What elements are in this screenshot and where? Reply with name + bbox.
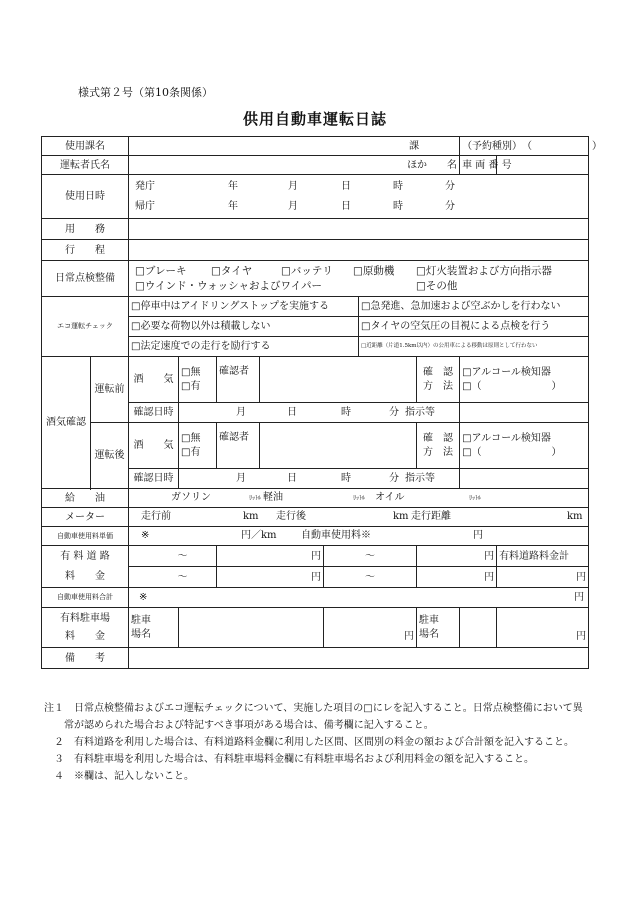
toll-tilde-3: 〜: [177, 571, 188, 583]
unit-price-field[interactable]: [129, 527, 589, 546]
toll-section-1[interactable]: [129, 546, 217, 567]
date-used-row: [42, 175, 589, 219]
houhou-label-after: 方 法: [423, 446, 454, 458]
instructions-label-before: 指示等: [405, 406, 435, 418]
gasoline-label: ガソリン: [171, 492, 211, 503]
purpose-label: 用 務: [42, 219, 129, 240]
note-2: ２ 有料道路を利用した場合は、有料道路料金欄に利用した区間、区間別の料金の額および合計額を記入すること。: [54, 737, 574, 748]
toll-fee-4[interactable]: [417, 567, 497, 588]
alcohol-label-after: 酒 気: [129, 423, 179, 469]
depart-day: 日: [341, 180, 351, 192]
lot-name-label-1: [129, 608, 179, 648]
toll-section-2[interactable]: [324, 546, 417, 567]
detector-checkbox-before[interactable]: □アルコール検知器: [462, 366, 551, 378]
fee-total-row: [42, 588, 589, 608]
lot-fee-field-1[interactable]: [324, 608, 417, 648]
remarks-row: [42, 648, 589, 669]
distance-label: 走行距離: [411, 511, 451, 522]
parking-row: [42, 608, 589, 648]
notes: [44, 700, 592, 785]
toll-label-2: 料 金: [65, 570, 105, 582]
toll-section-4[interactable]: [324, 567, 417, 588]
battery-checkbox[interactable]: □バッテリ: [281, 264, 333, 277]
daily-check-label: 日常点検整備: [42, 261, 129, 297]
toll-yen-1: 円: [311, 550, 321, 562]
before-driving-label: 運転前: [91, 357, 129, 423]
note-4: ４ ※欄は、記入しないこと。: [54, 771, 194, 782]
driver-row: [42, 156, 589, 175]
before-km-label: 走行前: [141, 511, 171, 522]
unit-price-label: 自動車使用料単価: [42, 527, 129, 546]
after-day: 日: [287, 472, 297, 484]
alcohol-none-present-before[interactable]: [179, 357, 217, 403]
depart-month: 月: [288, 180, 298, 192]
before-hour: 時: [341, 406, 351, 418]
after-km-label: 走行後: [276, 511, 306, 522]
lot-name-field-1[interactable]: [179, 608, 324, 648]
daily-check-field: [129, 261, 589, 297]
sudden-checkbox[interactable]: □急発進、急加速および空ぶかしを行わない: [359, 297, 589, 317]
toll-total-yen: 円: [576, 571, 587, 583]
lot-label-1b: 場名: [131, 628, 151, 640]
fuel-label: 給 油: [42, 489, 129, 508]
before-minute: 分: [389, 406, 399, 418]
cargo-checkbox[interactable]: □必要な荷物以外は積載しない: [129, 317, 359, 337]
alcohol-after-row: [42, 423, 589, 469]
alcohol-before-row: [42, 357, 589, 403]
detector-checkbox-after[interactable]: □アルコール検知器: [462, 432, 551, 444]
alcohol-label-before: 酒 気: [129, 357, 179, 403]
toll-fee-3[interactable]: [217, 567, 324, 588]
fee-total-yen: 円: [574, 591, 585, 603]
meter-row: [42, 508, 589, 527]
kakunin-label-after: 確 認: [423, 432, 454, 444]
driver-field[interactable]: [129, 156, 460, 175]
after-month: 月: [236, 472, 246, 484]
lights-checkbox[interactable]: □灯火装置および方向指示器: [416, 264, 552, 277]
reservation-field[interactable]: [460, 137, 603, 156]
meter-label: メーター: [42, 508, 129, 527]
ka-label: 課: [409, 140, 420, 152]
toll-total-label: 有料道路料金計: [497, 546, 589, 567]
after-driving-label: 運転後: [91, 423, 129, 489]
confirm-datetime-label-after: 確認日時: [129, 469, 179, 489]
return-month: 月: [288, 200, 298, 212]
date-used-field[interactable]: [129, 175, 589, 219]
toll-label-1: 有 料 道 路: [60, 550, 110, 562]
daily-check-row: [42, 261, 589, 297]
return-hour: 時: [393, 200, 403, 212]
usage-fee-yen: 円: [473, 530, 483, 541]
after-hour: 時: [341, 472, 351, 484]
fee-total-label: 自動車使用料合計: [42, 588, 129, 608]
confirmer-label-before: 確認者: [217, 357, 260, 403]
route-field[interactable]: [129, 240, 589, 261]
confirmer-field-after[interactable]: [260, 423, 417, 469]
unit-price-asterisk: ※: [141, 530, 150, 541]
yen-per-km: 円／km: [241, 530, 277, 541]
route-row: [42, 240, 589, 261]
lot-label-2a: 駐車: [419, 614, 439, 626]
driving-log-table: [41, 136, 603, 669]
brake-checkbox[interactable]: □ブレーキ: [135, 264, 187, 277]
oil-label: オイル: [375, 492, 405, 503]
none-checkbox-before[interactable]: □無: [181, 366, 201, 378]
usage-fee-label: 自動車使用料※: [301, 530, 371, 541]
return-day: 日: [341, 200, 351, 212]
tire-checkbox[interactable]: □タイヤ: [211, 264, 253, 277]
others-label: ほか 名: [407, 159, 458, 171]
public-transit-checkbox[interactable]: □近距離（片道1.5km以内）の公用車による移動は原則として行わない: [359, 337, 589, 357]
lot-name-field-2[interactable]: [460, 608, 497, 648]
fuel-row: [42, 489, 589, 508]
parking-label-2: 料 金: [65, 630, 105, 642]
engine-checkbox[interactable]: □原動機: [353, 264, 395, 277]
instructions-field-before[interactable]: [460, 403, 589, 423]
lot-fee-field-2[interactable]: [497, 608, 589, 648]
return-label: 帰庁: [135, 200, 155, 212]
lot-yen-1: 円: [404, 631, 414, 642]
depart-year: 年: [228, 180, 238, 192]
diesel-label: 軽油: [263, 492, 283, 503]
other-method-checkbox-before[interactable]: □（ ）: [462, 380, 562, 392]
other-checkbox[interactable]: □その他: [416, 279, 458, 292]
before-km-unit: km: [243, 511, 259, 522]
kakunin-label-before: 確 認: [423, 366, 454, 378]
alcohol-none-present-after[interactable]: [179, 423, 217, 469]
distance-km-unit: km: [567, 511, 583, 522]
eco-row-1: [42, 297, 589, 317]
return-year: 年: [228, 200, 238, 212]
method-label-before: [417, 357, 460, 403]
method-field-before[interactable]: [460, 357, 589, 403]
parking-label-1: 有料駐車場: [60, 612, 110, 624]
toll-tilde-2: 〜: [365, 550, 375, 562]
oil-liter: ﾘｯﾄﾙ: [469, 495, 482, 502]
toll-label: [42, 546, 129, 588]
method-label-after: [417, 423, 460, 469]
date-used-label: 使用日時: [42, 175, 129, 219]
confirmer-label-after: 確認者: [217, 423, 260, 469]
note-1: 注１ 日常点検整備およびエコ運転チェックについて、実施した項目の□にレを記入すること。日常点検整備において異常が認められた場合および特記すべき事項がある場合は、備考欄に記入すること。: [44, 703, 583, 731]
confirm-datetime-label-before: 確認日時: [129, 403, 179, 423]
parking-label: [42, 608, 129, 648]
washer-checkbox[interactable]: □ウインド・ウォッシャおよびワイパー: [135, 279, 322, 292]
before-month: 月: [236, 406, 246, 418]
fuel-field[interactable]: [129, 489, 589, 508]
method-field-after[interactable]: [460, 423, 589, 469]
idling-checkbox[interactable]: □停車中はアイドリングストップを実施する: [129, 297, 359, 317]
page-title: 供用自動車運転日誌: [242, 110, 387, 128]
form-number: 様式第２号（第10条関係）: [78, 86, 213, 99]
tire-pressure-checkbox[interactable]: □タイヤの空気圧の目視による点検を行う: [359, 317, 589, 337]
depart-label: 発庁: [135, 180, 155, 192]
department-label: 使用課名: [42, 137, 129, 156]
toll-yen-4: 円: [484, 571, 495, 583]
speed-checkbox[interactable]: □法定速度での走行を励行する: [129, 337, 359, 357]
present-checkbox-after[interactable]: □有: [181, 446, 201, 458]
department-field[interactable]: [129, 137, 460, 156]
before-day: 日: [287, 406, 297, 418]
confirm-datetime-field-after[interactable]: [179, 469, 460, 489]
after-minute: 分: [389, 472, 399, 484]
after-km-unit: km: [393, 511, 409, 522]
remarks-field[interactable]: [129, 648, 589, 669]
return-minute: 分: [445, 200, 455, 212]
lot-label-1a: 駐車: [131, 614, 151, 626]
reservation-label: （予約種別） （ ）: [462, 140, 603, 152]
toll-tilde-1: 〜: [177, 550, 188, 562]
eco-check-label: エコ運転チェック: [42, 297, 129, 357]
lot-name-label-2: [417, 608, 460, 648]
present-checkbox-before[interactable]: □有: [181, 380, 201, 392]
depart-hour: 時: [393, 180, 403, 192]
diesel-liter: ﾘｯﾄﾙ: [353, 495, 366, 502]
department-row: [42, 137, 589, 156]
toll-fee-2[interactable]: [417, 546, 497, 567]
unit-price-row: [42, 527, 589, 546]
instructions-field-after[interactable]: [460, 469, 589, 489]
toll-yen-3: 円: [311, 571, 321, 583]
confirmer-field-before[interactable]: [260, 357, 417, 403]
lot-yen-2: 円: [576, 631, 587, 642]
lot-label-2b: 場名: [419, 628, 439, 640]
purpose-row: [42, 219, 589, 240]
fee-total-asterisk: ※: [139, 591, 148, 603]
houhou-label-before: 方 法: [423, 380, 454, 392]
remarks-label: 備 考: [42, 648, 129, 669]
toll-fee-1[interactable]: [217, 546, 324, 567]
gasoline-liter: ﾘｯﾄﾙ: [249, 495, 262, 502]
toll-yen-2: 円: [484, 550, 495, 562]
none-checkbox-after[interactable]: □無: [181, 432, 201, 444]
driver-label: 運転者氏名: [42, 156, 129, 175]
vehicle-number-label: 車 両 番 号: [460, 156, 497, 175]
alcohol-check-label: 酒気確認: [42, 357, 91, 489]
meter-field[interactable]: [129, 508, 589, 527]
route-label: 行 程: [42, 240, 129, 261]
toll-row-1: [42, 546, 589, 567]
depart-minute: 分: [445, 180, 455, 192]
other-method-checkbox-after[interactable]: □（ ）: [462, 446, 562, 458]
note-3: ３ 有料駐車場を利用した場合は、有料駐車場料金欄に有料駐車場名および利用料金の額を記入すること。: [54, 754, 534, 765]
fee-total-field[interactable]: [129, 588, 589, 608]
confirm-datetime-field-before[interactable]: [179, 403, 460, 423]
toll-tilde-4: 〜: [365, 571, 375, 583]
toll-total-field[interactable]: [497, 567, 589, 588]
instructions-label-after: 指示等: [405, 472, 435, 484]
toll-section-3[interactable]: [129, 567, 217, 588]
purpose-field[interactable]: [129, 219, 589, 240]
